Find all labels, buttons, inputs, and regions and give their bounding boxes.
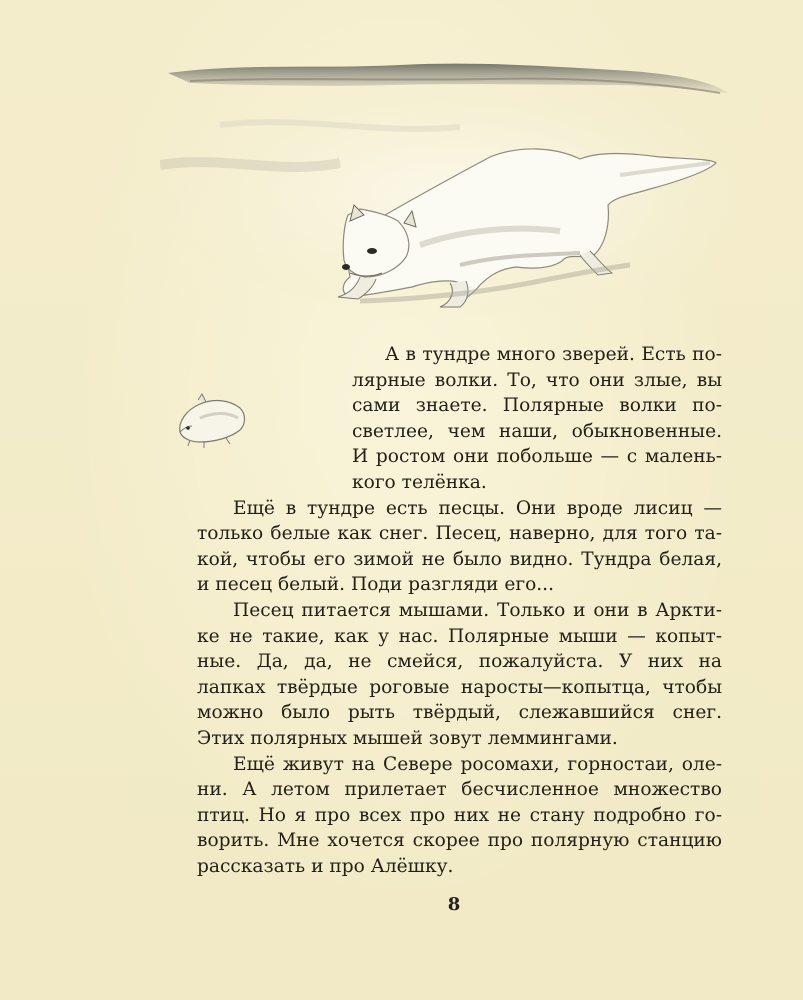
- text-line: И ростом они побольше — с малень-: [352, 446, 722, 468]
- text-line: ке не такие, как у нас. Полярные мыши — копыт-: [197, 625, 722, 647]
- text-line: кого телёнка.: [352, 471, 487, 493]
- text-line: ворить. Мне хочется скорее про полярную станцию: [197, 830, 722, 852]
- text-line: светлее, чем наши, обыкновенные.: [352, 420, 722, 442]
- text-line: А в тундре много зверей. Есть по-: [385, 344, 722, 365]
- text-line: сами знаете. Полярные волки по-: [352, 395, 722, 417]
- text-line: лапках твёрдые роговые наросты—копытца, чтобы: [197, 676, 722, 698]
- text-line: можно было рыть твёрдый, слежавшийся снег.: [197, 702, 722, 724]
- text-line: кой, чтобы его зимой не было видно. Тундра белая,: [197, 548, 722, 570]
- text-line: Этих полярных мышей зовут леммингами.: [197, 727, 618, 749]
- text-line: ные. Да, да, не смейся, пожалуйста. У них на: [197, 651, 722, 673]
- arctic-fox-illustration: [160, 55, 740, 320]
- text-line: Ещё в тундре есть песцы. Они вроде лисиц —: [233, 497, 722, 519]
- text-line: рассказать и про Алёшку.: [197, 855, 454, 877]
- text-line: птиц. Но я про всех про них не стану подробно го-: [197, 804, 722, 826]
- text-line: и песец белый. Поди разгляди его...: [197, 574, 555, 596]
- text-line: лярные волки. То, что они злые, вы: [352, 369, 722, 391]
- main-text: [197, 342, 722, 879]
- text-line: ни. А летом прилетает бесчисленное множество: [197, 779, 722, 801]
- text-line: только белые как снег. Песец, наверно, для того та-: [197, 523, 722, 545]
- text-line: Песец питается мышами. Только и они в Аркти-: [233, 599, 722, 621]
- text-line: Ещё живут на Севере росомахи, горностаи, оле-: [233, 753, 722, 775]
- page-number: 8: [447, 894, 461, 915]
